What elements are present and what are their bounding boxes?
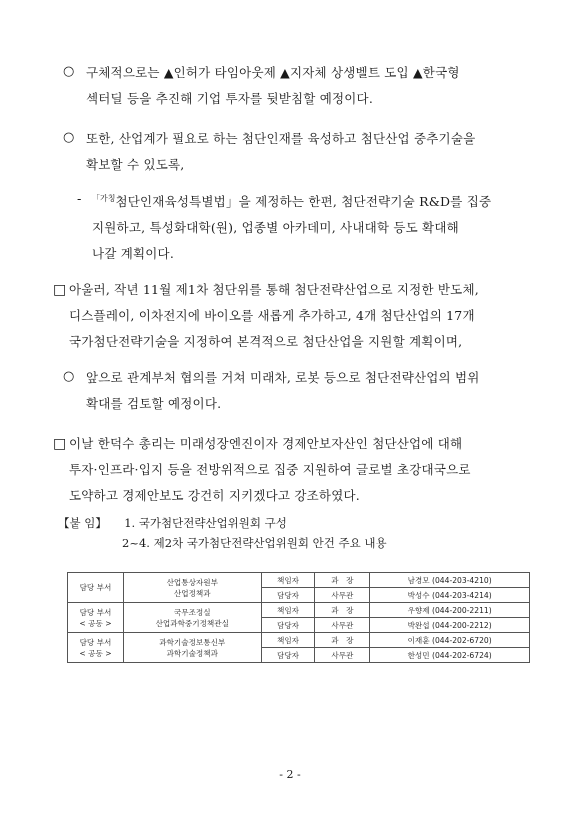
provisional-marker: 「가칭 xyxy=(92,194,116,203)
attachment-row xyxy=(58,533,387,553)
text-line: 섹터딜 등을 추진해 기업 투자를 뒷받침할 예정이다. xyxy=(86,91,373,106)
text-line: 도약하고 경제안보도 강건히 지키겠다고 강조하였다. xyxy=(69,488,360,503)
text-line-content: 첨단인재육성특별법」을 제정하는 한편, 첨단전략기술 R&D를 집중 xyxy=(115,194,492,210)
square-bullet: □ xyxy=(53,282,67,298)
attachment-item: 2~4. 제2차 국가첨단전략산업위원회 안건 주요 내용 xyxy=(122,536,387,550)
org-cell: 과학기술정보통신부 과학기술정책과 xyxy=(123,633,261,663)
circle-bullet: ○ xyxy=(63,64,75,79)
contact-cell: 박성수 (044-203-4214) xyxy=(370,588,530,603)
contact-cell: 이재훈 (044-202-6720) xyxy=(370,633,530,648)
table-row xyxy=(68,603,530,618)
contact-cell: 한성민 (044-202-6724) xyxy=(370,648,530,663)
text-line: 디스플레이, 이차전지에 바이오를 새롭게 추가하고, 4개 첨단산업의 17개 xyxy=(69,308,475,323)
paragraph-scope-expansion xyxy=(86,365,480,417)
role-cell: 담당자 xyxy=(261,648,315,663)
dept-label-cell: 담당 부서 < 공동 > xyxy=(68,633,124,663)
text-line: 국가첨단전략기술을 지정하여 본격적으로 첨단산업을 지원할 계획이며, xyxy=(69,334,463,349)
text-line: 확보할 수 있도록, xyxy=(86,157,185,172)
circle-bullet: ○ xyxy=(63,369,75,384)
contact-cell: 박완섭 (044-200-2212) xyxy=(370,618,530,633)
title-cell: 과 장 xyxy=(315,573,370,588)
title-cell: 과 장 xyxy=(315,633,370,648)
text-line: 아울러, 작년 11월 제1차 첨단위를 통해 첨단전략산업으로 지정한 반도체, xyxy=(69,282,479,297)
dash-bullet: - xyxy=(77,192,82,207)
dept-label-cell: 담당 부서 xyxy=(68,573,124,603)
paragraph-detail-plans xyxy=(86,60,460,112)
page-number: - 2 - xyxy=(279,768,301,781)
contact-cell: 우향제 (044-200-2211) xyxy=(370,603,530,618)
paragraph-special-act xyxy=(92,186,491,267)
role-cell: 담당자 xyxy=(261,588,315,603)
contact-table xyxy=(67,572,530,663)
text-line: 또한, 산업계가 필요로 하는 첨단인재를 육성하고 첨단산업 중추기술을 xyxy=(86,131,476,146)
role-cell: 책임자 xyxy=(261,603,315,618)
circle-bullet: ○ xyxy=(63,130,75,145)
role-cell: 책임자 xyxy=(261,573,315,588)
contact-cell: 남경모 (044-203-4210) xyxy=(370,573,530,588)
text-line: 투자·인프라·입지 등을 전방위적으로 집중 지원하여 글로벌 초강대국으로 xyxy=(69,462,471,477)
role-cell: 책임자 xyxy=(261,633,315,648)
table-row xyxy=(68,573,530,588)
org-cell: 산업통상자원부 산업정책과 xyxy=(123,573,261,603)
dept-label-cell: 담당 부서 < 공동 > xyxy=(68,603,124,633)
title-cell: 사무관 xyxy=(315,618,370,633)
org-cell: 국무조정실 산업과학중기정책관실 xyxy=(123,603,261,633)
attachments-block xyxy=(58,513,387,553)
text-line: 이날 한덕수 총리는 미래성장엔진이자 경제안보자산인 첨단산업에 대해 xyxy=(69,436,463,451)
title-cell: 사무관 xyxy=(315,588,370,603)
title-cell: 과 장 xyxy=(315,603,370,618)
square-bullet: □ xyxy=(53,436,67,452)
paragraph-strategic-industries xyxy=(69,277,479,355)
text-line: 확대를 검토할 예정이다. xyxy=(86,396,222,411)
attachment-row xyxy=(58,513,387,533)
text-line xyxy=(92,186,491,215)
text-line: 구체적으로는 ▲인허가 타임아웃제 ▲지자체 상생벨트 도입 ▲한국형 xyxy=(86,65,460,80)
attachment-item: 1. 국가첨단전략산업위원회 구성 xyxy=(124,516,287,530)
table-row xyxy=(68,633,530,648)
text-line: 앞으로 관계부처 협의를 거쳐 미래차, 로봇 등으로 첨단전략산업의 범위 xyxy=(86,370,480,385)
text-line: 지원하고, 특성화대학(원), 업종별 아카데미, 사내대학 등도 확대해 xyxy=(92,220,459,236)
paragraph-talent-tech xyxy=(86,126,475,178)
text-line: 나갈 계획이다. xyxy=(92,246,174,262)
role-cell: 담당자 xyxy=(261,618,315,633)
title-cell: 사무관 xyxy=(315,648,370,663)
paragraph-prime-minister xyxy=(69,431,471,509)
attachments-label: 【붙 임】 xyxy=(58,516,107,530)
